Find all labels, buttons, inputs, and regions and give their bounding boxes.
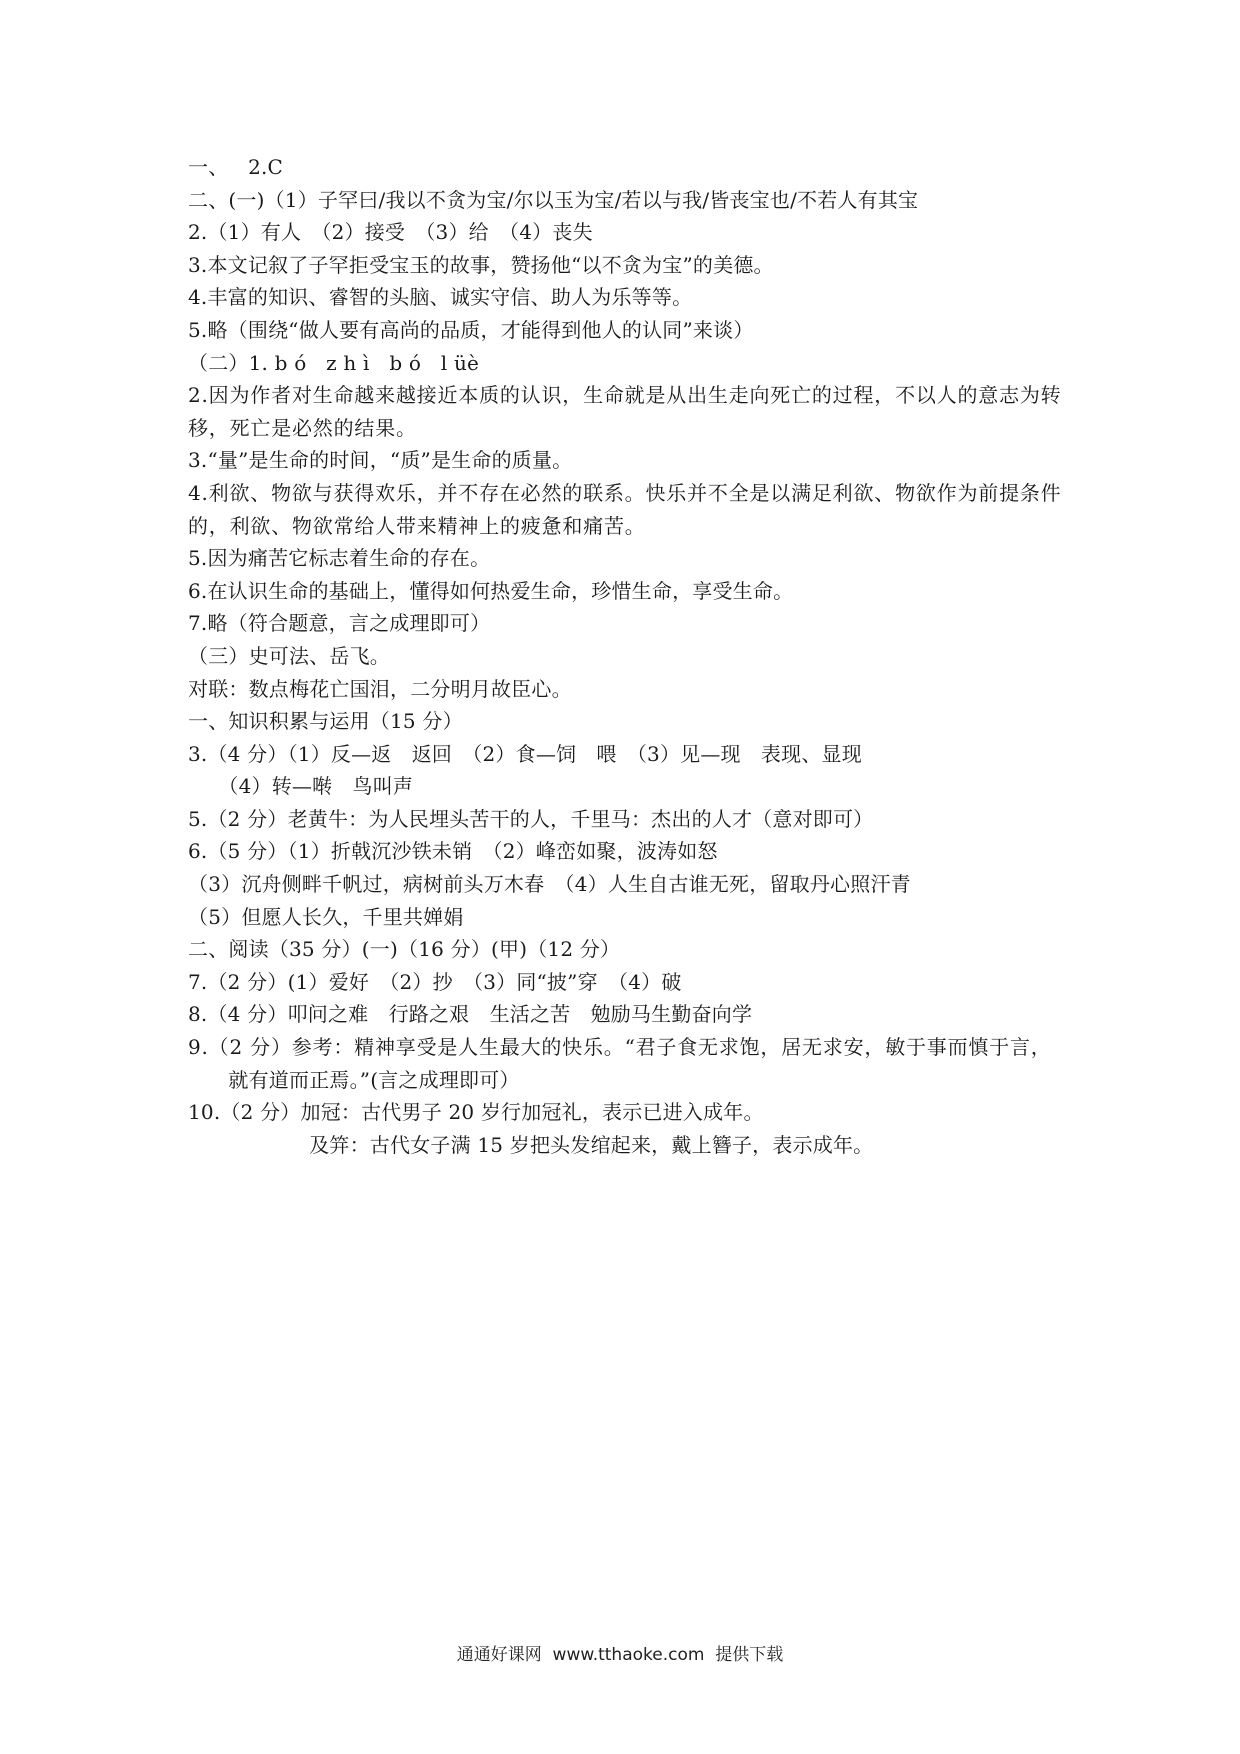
answer-key-body [188,151,1068,1161]
text-line: （3）沉舟侧畔千帆过，病树前头万木春 （4）人生自古谁无死，留取丹心照汗青 [188,872,911,897]
text-line: （二）1. b ó z h ì b ó l üè [188,350,480,375]
text-line: 就有道而正焉。”(言之成理即可） [188,1067,520,1092]
text-line: 7.略（符合题意，言之成理即可） [188,611,491,636]
text-line: 一、 2.C [188,155,284,179]
text-line: 3.（4 分）（1）反—返 返回 （2）食—饲 喂 （3）见—现 表现、显现 [188,741,862,766]
text-line: 5.（2 分）老黄牛：为人民埋头苦干的人，千里马：杰出的人才（意对即可） [188,806,874,831]
text-line: （4）转—啭 鸟叫声 [188,774,414,799]
text-line: 5.略（围绕“做人要有高尚的品质，才能得到他人的认同”来谈） [188,317,754,342]
text-line: 4.利欲、物欲与获得欢乐，并不存在必然的联系。快乐并不全是以满足利欲、物欲作为前提条件的，利欲、物欲常给人带来精神上的疲惫和痛苦。 [188,480,1062,538]
text-line: 3.本文记叙了子罕拒受宝玉的故事，赞扬他“以不贪为宝”的美德。 [188,252,774,277]
page-footer: 通通好课网 www.tthaoke.com 提供下载 [456,1645,784,1665]
text-line: 6.（5 分）（1）折戟沉沙铁未销 （2）峰峦如聚，波涛如怒 [188,839,718,864]
text-line: 二、(一)（1）子罕曰/我以不贪为宝/尔以玉为宝/若以与我/皆丧宝也/不若人有其宝 [188,187,919,212]
text-line: 2.（1）有人 （2）接受 （3）给 （4）丧失 [188,220,593,245]
text-line: 9.（2 分）参考：精神享受是人生最大的快乐。“君子食无求饱，居无求安，敏于事而慎于言， [188,1035,1052,1060]
section-heading: 一、知识积累与运用（15 分） [188,709,463,734]
text-line: 对联：数点梅花亡国泪，二分明月故臣心。 [188,676,572,701]
text-line: 8.（4 分）叩问之难 行路之艰 生活之苦 勉励马生勤奋向学 [188,1002,753,1027]
section-heading: 二、阅读（35 分）(一)（16 分）(甲)（12 分） [188,937,621,962]
text-line: 6.在认识生命的基础上，懂得如何热爱生命，珍惜生命，享受生命。 [188,578,794,603]
text-line: （5）但愿人长久，千里共婵娟 [188,904,464,929]
text-line: 7.（2 分）(1）爱好 （2）抄 （3）同“披”穿 （4）破 [188,969,682,994]
text-line: 10.（2 分）加冠：古代男子 20 岁行加冠礼，表示已进入成年。 [188,1100,764,1125]
text-line: （三）史可法、岳飞。 [188,643,390,668]
text-line: 5.因为痛苦它标志着生命的存在。 [188,546,491,571]
text-line: 4.丰富的知识、睿智的头脑、诚实守信、助人为乐等等。 [188,285,693,310]
text-line: 3.“量”是生命的时间，“质”是生命的质量。 [188,448,573,473]
text-line: 2.因为作者对生命越来越接近本质的认识，生命就是从出生走向死亡的过程，不以人的意志为转移，死亡是必然的结果。 [188,383,1062,440]
text-line: 及笄：古代女子满 15 岁把头发绾起来，戴上簪子，表示成年。 [188,1132,874,1157]
